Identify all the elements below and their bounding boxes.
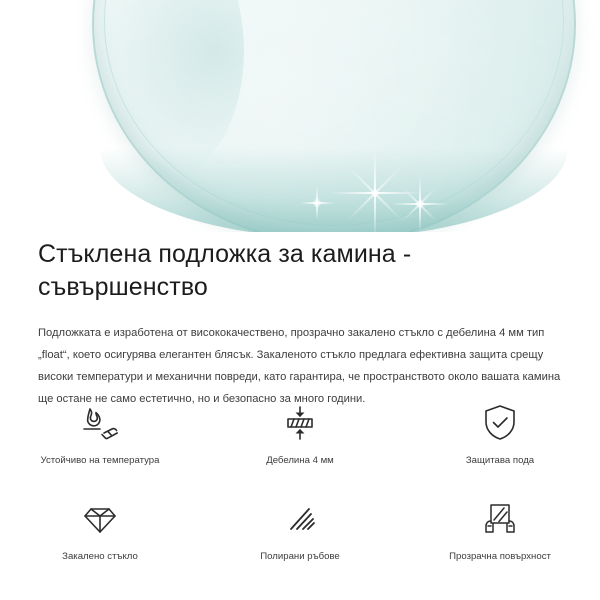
- transparent-surface-icon: [477, 496, 523, 542]
- hero-image: [0, 0, 600, 232]
- feature-label: Устойчиво на температура: [40, 455, 160, 466]
- shield-check-icon: [477, 400, 523, 446]
- glass-disc-image: [92, 0, 576, 232]
- feature-item: [400, 400, 600, 482]
- diamond-icon: [77, 496, 123, 542]
- text-content: [0, 232, 600, 410]
- feature-label: Прозрачна повърхност: [449, 551, 551, 562]
- polished-edges-icon: [277, 496, 323, 542]
- body-paragraph: Подложката е изработена от висококачествено, прозрачно закалено стъкло с дебелина 4 мм тип „float“, което осигурява елегантен блясък. Закаленото стъкло предлага ефективна защита срещу високи температури и механични повреди, като гарантира, че пространството около вашата камина ще остане не само естетично, но и безопасно за много години.: [38, 327, 561, 405]
- fire-resistant-icon: [77, 400, 123, 446]
- feature-grid: [0, 400, 600, 578]
- feature-item: [0, 400, 200, 482]
- feature-item: [0, 496, 200, 578]
- glass-bottom-edge: [100, 148, 568, 232]
- thickness-gauge-icon: [277, 400, 323, 446]
- feature-item: [200, 496, 400, 578]
- feature-item: [400, 496, 600, 578]
- feature-label: Защитава пода: [465, 455, 535, 466]
- feature-item: [200, 400, 400, 482]
- feature-label: Закалено стъкло: [62, 551, 138, 562]
- page-title: Стъклена подложка за камина - съвършенство: [38, 240, 412, 301]
- feature-label: Полирани ръбове: [260, 551, 340, 562]
- feature-label: Дебелина 4 мм: [266, 455, 334, 466]
